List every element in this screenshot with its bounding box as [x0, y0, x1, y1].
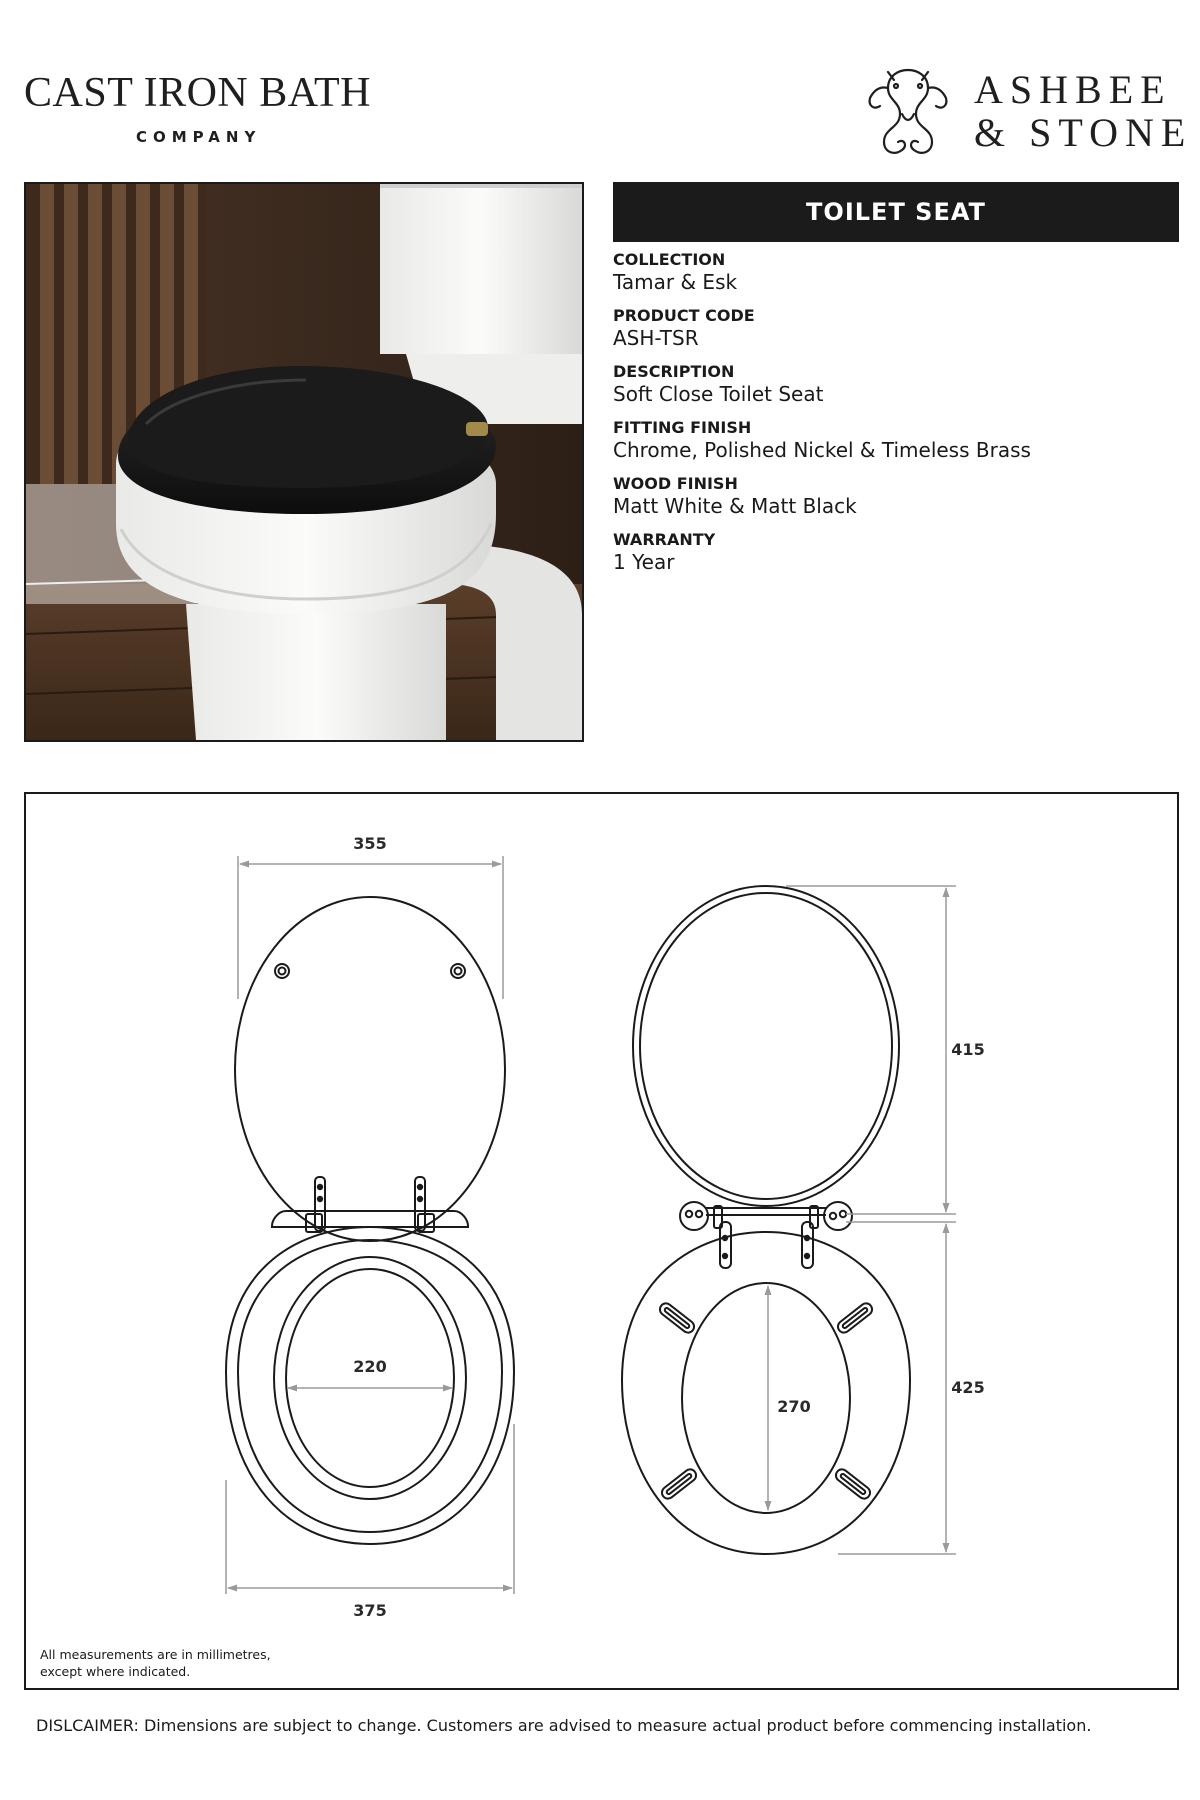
spec-label: FITTING FINISH: [613, 418, 752, 437]
side-view-drawing: [622, 886, 910, 1554]
product-photo: [24, 182, 584, 742]
dim-inner-length: 270: [777, 1397, 811, 1416]
spec-label: DESCRIPTION: [613, 362, 735, 381]
spec-fitting-finish: [613, 418, 1179, 462]
spec-value: Tamar & Esk: [613, 270, 738, 294]
spec-product-code: [613, 306, 1179, 350]
brand-right-line2: & STONE: [974, 110, 1193, 155]
spec-value: 1 Year: [613, 550, 675, 574]
spec-label: PRODUCT CODE: [613, 306, 755, 325]
spec-value: Matt White & Matt Black: [613, 494, 857, 518]
brand-right-line1: ASHBEE: [974, 67, 1172, 112]
dim-inner-width: 220: [353, 1357, 387, 1376]
ashbee-stone-logo: [858, 62, 1193, 162]
seahorse-emblem-icon: [858, 62, 958, 162]
spec-label: WOOD FINISH: [613, 474, 738, 493]
technical-drawing: [24, 792, 1179, 1690]
cast-iron-bath-logo: [24, 72, 404, 146]
spec-collection: [613, 250, 1179, 294]
brand-left-name: CAST IRON BATH: [24, 70, 371, 116]
spec-value: Soft Close Toilet Seat: [613, 382, 824, 406]
spec-value: ASH-TSR: [613, 326, 699, 350]
dimension-375: [226, 1424, 514, 1594]
note-line-1: All measurements are in millimetres,: [40, 1647, 271, 1662]
front-view-drawing: [226, 897, 514, 1544]
dim-lid-length: 415: [951, 1040, 985, 1059]
spec-wood-finish: [613, 474, 1179, 518]
disclaimer-text: DISLCAIMER: Dimensions are subject to change. Customers are advised to measure actual product before commencing installation.: [36, 1716, 1092, 1735]
dimension-415-425: [786, 886, 956, 1554]
dim-seat-length: 425: [951, 1378, 985, 1397]
spec-label: WARRANTY: [613, 530, 716, 549]
note-line-2: except where indicated.: [40, 1664, 191, 1679]
spec-description: [613, 362, 1179, 406]
dim-seat-width: 375: [353, 1601, 387, 1620]
spec-warranty: [613, 530, 1179, 574]
black-toilet-seat-photo: [26, 184, 582, 740]
product-title: TOILET SEAT: [613, 182, 1179, 242]
toilet-seat-diagram: [26, 794, 1177, 1688]
spec-list: [613, 250, 1179, 586]
measurement-note: [40, 1646, 340, 1680]
spec-value: Chrome, Polished Nickel & Timeless Brass: [613, 438, 1031, 462]
brand-left-sub: COMPANY: [136, 128, 262, 146]
spec-label: COLLECTION: [613, 250, 726, 269]
dim-lid-width: 355: [353, 834, 387, 853]
